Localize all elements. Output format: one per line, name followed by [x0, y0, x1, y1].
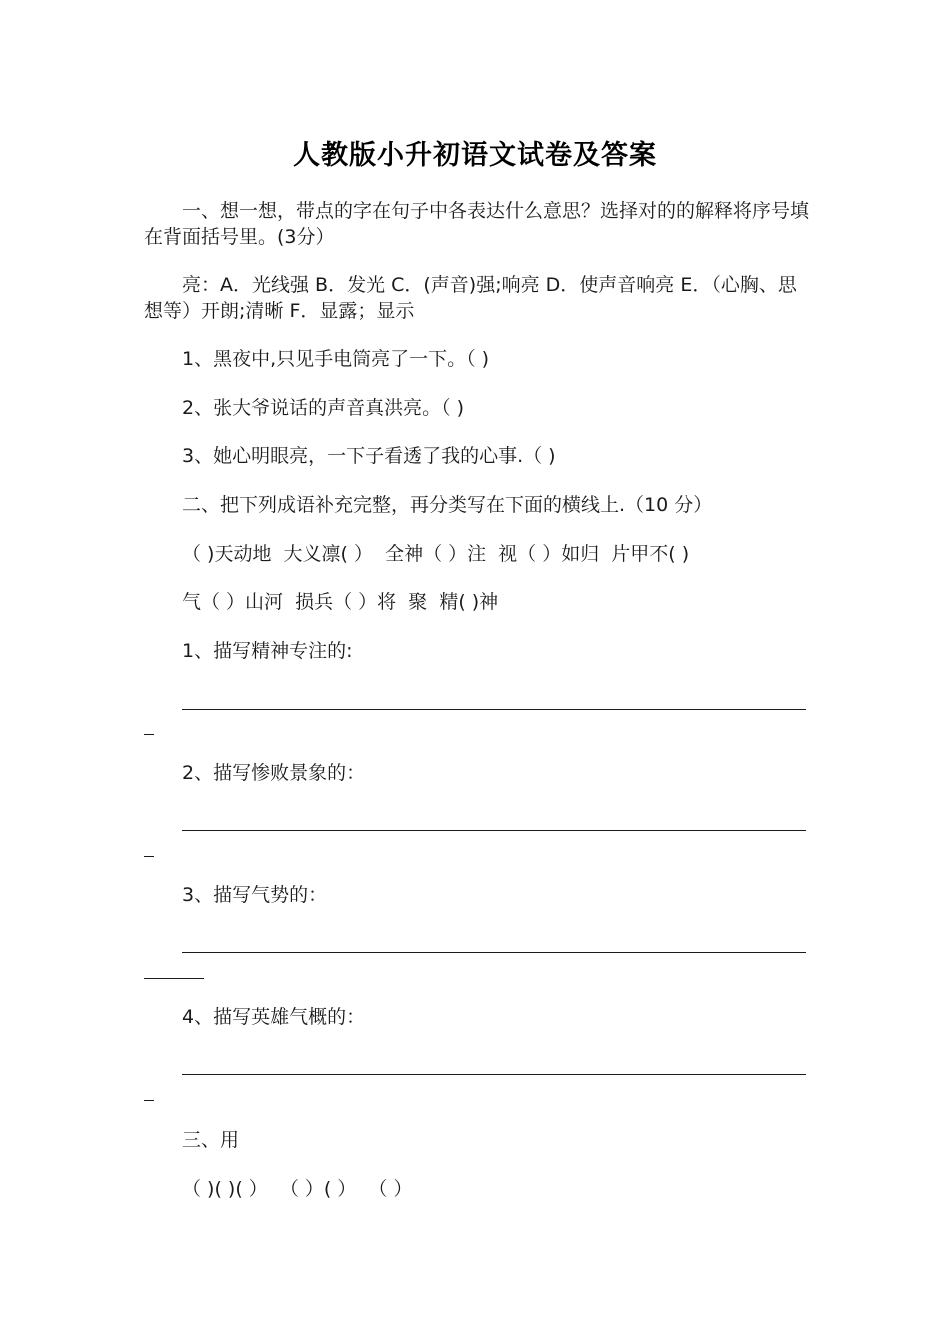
- section1-question-2: 2、张大爷说话的声音真洪亮。（ ): [182, 397, 465, 419]
- section3-instruction: 三、用: [182, 1129, 240, 1151]
- category-3-answer-line[interactable]: [182, 952, 806, 953]
- category-3-label: 3、描写气势的：: [182, 884, 328, 906]
- category-2-answer-line[interactable]: [182, 830, 806, 831]
- section1-question-3: 3、她心明眼亮，一下子看透了我的心事.（ ): [182, 445, 556, 467]
- section3-brackets: （ )( )( ） （ ）( ） （ ）: [182, 1178, 413, 1200]
- category-4-answer-line-tail: [144, 1100, 154, 1101]
- category-1-answer-line[interactable]: [182, 709, 806, 710]
- section2-instruction: 二、把下列成语补充完整，再分类写在下面的横线上.（10 分）: [182, 494, 713, 516]
- category-1-label: 1、描写精神专注的:: [182, 640, 353, 662]
- category-4-label: 4、描写英雄气概的：: [182, 1006, 366, 1028]
- category-1-answer-line-tail: [144, 734, 154, 735]
- page-title: 人教版小升初语文试卷及答案: [293, 140, 657, 171]
- idioms-row-2: 气（ ）山河 损兵（ ）将 聚 精( )神: [182, 591, 499, 613]
- idioms-row-1: （ )天动地 大义凛( ） 全神（ ）注 视（ ）如归 片甲不( ): [182, 543, 690, 565]
- category-4-answer-line[interactable]: [182, 1074, 806, 1075]
- category-2-answer-line-tail: [144, 856, 154, 857]
- section1-instruction: 一、想一想，带点的字在句子中各表达什么意思？选择对的的解释将序号填在背面括号里。(3分）: [144, 200, 810, 248]
- category-3-answer-line-tail: [144, 978, 204, 979]
- section1-question-1: 1、黑夜中,只见手电筒亮了一下。（ ): [182, 348, 490, 370]
- category-2-label: 2、描写惨败景象的：: [182, 762, 366, 784]
- section1-options: 亮：A．光线强 B．发光 C．(声音)强;响亮 D．使声音响亮 E．（心胸、思想等）开朗;清晰 F．显露；显示: [144, 274, 797, 322]
